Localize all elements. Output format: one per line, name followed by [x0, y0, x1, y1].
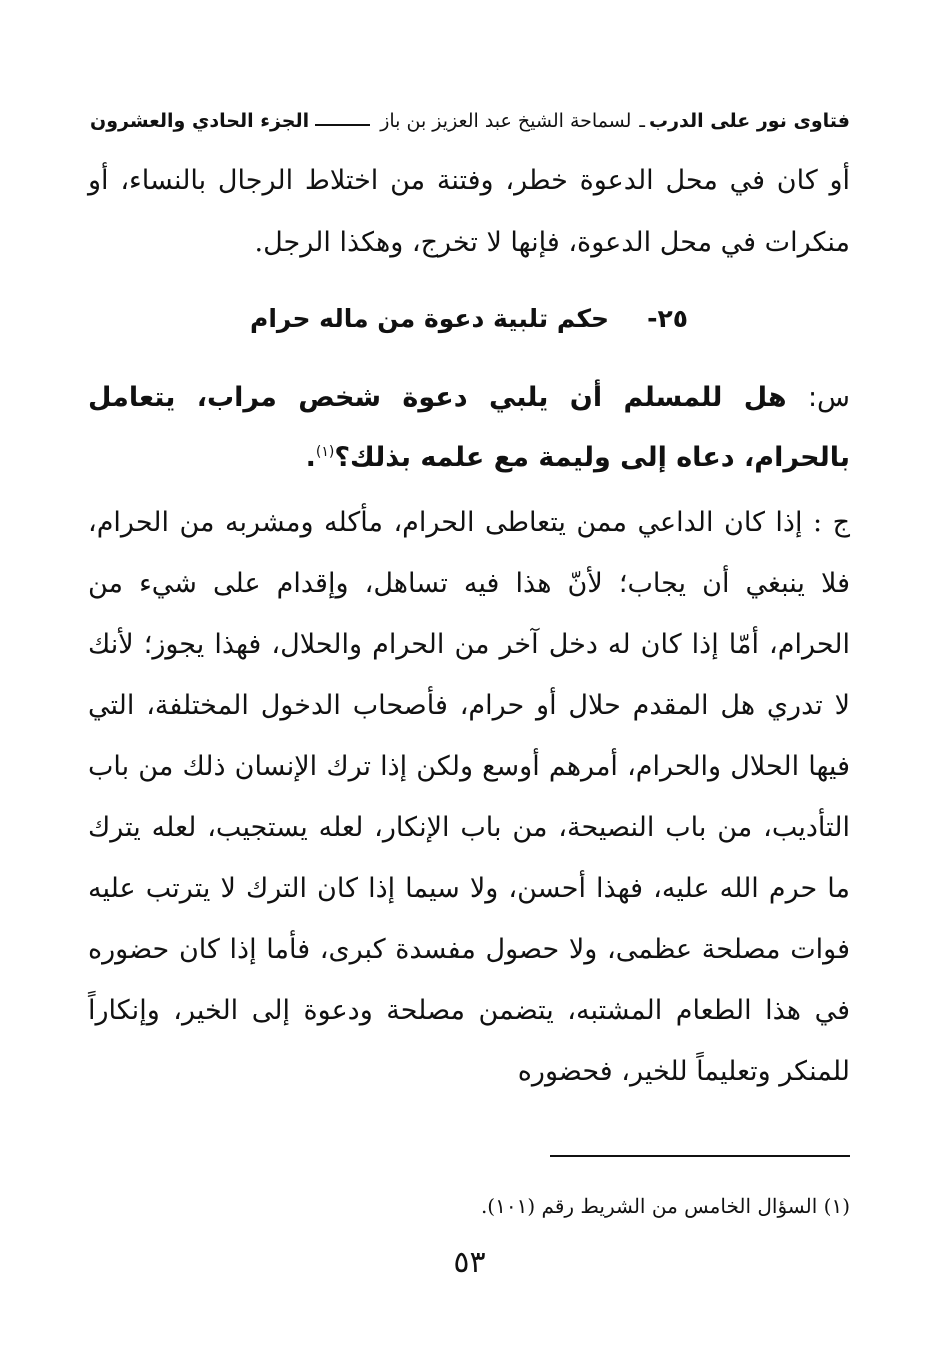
header-book-title: فتاوى نور على الدرب: [649, 110, 850, 132]
header-rule: [315, 124, 370, 126]
answer-paragraph: ج : إذا كان الداعي ممن يتعاطى الحرام، مأكله ومشربه من الحرام، فلا ينبغي أن يجاب؛ لأنّ هذا فيه تساهل، وإقدام على شيء من الحرام، أمّا إذا كان له دخل آخر من الحرام والحلال، فهذا يجوز؛ لأنك لا تدري هل المقدم حلال أو حرام، فأصحاب الدخول المختلفة، التي فيها الحلال والحرام، أمرهم أوسع ولكن إذا ترك الإنسان ذلك من باب التأديب، من باب النصيحة، من باب الإنكار، لعله يستجيب، لعله يترك ما حرم الله عليه، فهذا أحسن، ولا سيما إذا كان الترك لا يترتب عليه فوات مصلحة عظمى، ولا حصول مفسدة كبرى، فأما إذا كان حضوره في هذا الطعام المشتبه، يتضمن مصلحة ودعوة إلى الخير، وإنكاراً للمنكر وتعليماً للخير، فحضوره: [88, 507, 850, 1087]
question-paragraph: [88, 368, 850, 488]
footnote: (١) السؤال الخامس من الشريط رقم (١٠١).: [480, 1194, 850, 1218]
section-title: حكم تلبية دعوة من ماله حرام: [250, 304, 610, 333]
running-header: [90, 104, 850, 138]
header-volume: الجزء الحادي والعشرون: [90, 110, 310, 132]
header-author: لسماحة الشيخ عبد العزيز بن باز: [380, 110, 632, 132]
question-label: س:: [807, 382, 850, 413]
section-heading: [88, 294, 850, 344]
page-number: ٥٣: [453, 1245, 486, 1280]
header-dash: ـ: [639, 110, 645, 132]
question-end: .: [305, 442, 316, 473]
footnote-reference: (١): [315, 444, 335, 460]
question-text: هل للمسلم أن يلبي دعوة شخص مراب، يتعامل بالحرام، دعاه إلى وليمة مع علمه بذلك؟: [88, 382, 850, 473]
section-number: ٢٥-: [647, 304, 688, 333]
footnote-separator: [550, 1155, 850, 1157]
intro-paragraph: أو كان في محل الدعوة خطر، وفتنة من اختلاط الرجال بالنساء، أو منكرات في محل الدعوة، فإنها لا تخرج، وهكذا الرجل.: [88, 165, 850, 258]
